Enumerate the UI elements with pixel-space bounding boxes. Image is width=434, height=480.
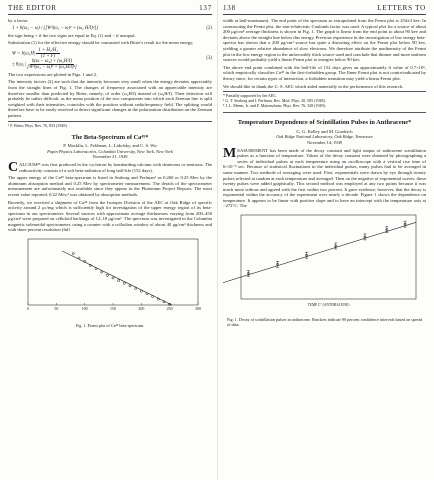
dropcap-m: M [223,145,237,161]
equation-4-denominator: [W²(ω₂ − ω)² + (ω₂H/I)²] [27,64,77,70]
ca45-continued-paragraph-1: width at half-maximum). The end point of the spectrum as extrapolated from the Fermi plot is 254±3 kev. In constructing the Fermi plot, the non-relativistic Coulomb factor was used. A typical plot for a source of about 200 μg/cm² average thickness is shown in Fig. 1. The graph is linear from the end point to about 90 kev and deviates above the straight line below this energy. Previous experience in the investigation of low energy beta-spectra has shown that a 200 μg/cm² source has quite a distorting effect on the Fermi plot below 90 kev, yielding a greater relative abundance of slow electrons. We therefore attribute the nonlinearity of the Fermi plot in the low energy region to the unfavorably thick source used and conclude that thinner and more uniform sources would probably yield a linear Fermi plot to energies below 90 kev. [223,18,427,63]
data-point [140,290,142,292]
article-date-ca45: November 21, 1949 [92,153,128,159]
ca45-paragraph-2: The upper energy of the Ca⁴⁵ beta-spectrum is listed in Seaborg and Perlman¹ as 0.260 or 0.25 Mev by the aluminum absorption method and 0.25 Mev by spectrometer measurement. The details of the spectrometer measurement are unfortunately not available since they appear in the Plutonium Project Reports. The most recent value reported, 0.22 Mev,² was obtained by absorption methods. [8,175,212,197]
equation-3-lhs: W = h|ω₁H| [12,51,36,57]
anthracene-paragraph-1-text: EASUREMENT has been made of the decay constant and light output of anthracene scintillation pulses as a function of temperature. Values of the decay constant were obtained by photographing a series of individual pulses at each temperature using an oscilloscope with a vertical rise time of 6×10⁻⁹ sec. Because of statistical fluctuations in the individual pulses, many pulses had to be averaged in some manner. Two methods of averaging were used. First, exponentials were drawn by eye through twenty pulses selected at random at each temperature and averaged. Then on the negative of exponential curves, these twenty pulses were added graphically. This second method was employed at any two points because it was much more tedious and agreed with the first within two percent. It gave evidence, however, that the decay is exponential within the accuracy of the experiment over nearly a decade. Figure 1 shows the dependence on temperature. It appears to be linear with positive slope and to have an intercept with the temperature axis at −272°C. The [223,147,426,209]
article-authors-anthracene: G. G. Kelley and M. Goodrich [296,128,353,134]
right-page [217,0,434,480]
right-header-title: LETTERS TO [377,4,426,12]
equation-3-numerator: 1 + H₀/H₁ [38,47,59,53]
data-point [101,271,103,273]
sign-paragraph: the sign being + if the two signs are equal in Eq. (1) and − if unequal. [8,32,136,38]
fermi-plot-caption: Fig. 1. Fermi plot of Ca⁴⁵ beta-spectrum. [75,323,145,329]
left-header-title: THE EDITOR [8,4,57,12]
equation-3-body [12,48,200,70]
article-separator [223,112,426,113]
x-tick-label: 300 [195,306,201,312]
data-point [135,287,137,289]
x-tick-label: 0 [27,306,29,312]
equation-2-body: 1 + h(ω₂ − ω) / {[W²(ω₂ − ω)² + (ω₂ H/I)²]} [12,25,99,31]
ca45-continued-paragraph-3: We should like to thank the U. S. AEC which aided materially in the performance of this research. [223,83,404,89]
right-footnote-2: ¹ G. T. Seaborg and I. Perlman, Rev. Mod. Phys. 20, 585 (1948). [223,98,326,104]
right-page-header [223,4,426,15]
left-footnote: ¹ F. Bitter, Phys. Rev. 76, 833 (1949). [8,121,212,128]
x-tick-label: 150 [110,306,116,312]
x-axis-label: TEMP C° (ANTHRACENE) [307,303,350,308]
right-footnote-1: * Partially supported by the AEC. [223,93,277,99]
x-tick-label: 200 [138,306,145,312]
right-footnote-3: ² J. L. Meem, Jr. and F. Maienschein, Phys. Rev. 76, 328 (1949). [223,103,326,109]
data-point [72,252,74,254]
equation-3 [12,48,212,70]
equation-3-fraction [36,48,60,59]
intro-text: by a factor [8,18,28,23]
anthracene-paragraph-1 [223,145,426,210]
ca45-continued-paragraph-2: The above end point combined with the half-life of 152 days gives an approximately ft value of 0.7×10⁶, which empirically classifies Ca⁴⁵ in the first-forbidden group. The Ilmer Fermi plot is not contra-indicated by theory since, for certain types of interaction, a forbidden transition may yield a linear Fermi plot. [223,64,426,81]
equation-3-denominator: (1 + F) [41,53,56,59]
article-authors-ca45: P. Macklin, L. Feldman, L. Lidofsky, and C. S. Wu [63,142,157,148]
fermi-plot-chart [8,235,208,317]
data-point [118,280,120,282]
equation-2-number: (2) [206,25,212,31]
data-point [129,285,131,287]
article-title-ca45: The Beta-Spectrum of Ca⁴⁵* [71,133,149,141]
left-page-header [8,4,212,15]
anthracene-caption: Fig. 1. Decay of scintillation pulses in anthracene. Brackets indicate 90 percent confidence intervals based on spread of data. [227,317,423,328]
main-paragraph: The intensity factors (2) are such that the intensity becomes very small when the energy deviates appreciably from the straight lines of Fig. 1. The changes of frequency associated with an appreciable intensity are therefore smaller than predicted by Bitter, namely, of order (ω₂H/I) instead of (ω₂H/I). Their detection will probably be rather difficult, as the mean position of the two components into which each Zeeman line is split weighted with their intensities, coincides with the position without radiofrequency field. The splitting would therefore have to be easily resolved to detect significant changes in the polarization distribution on the Zeeman pattern. [8,79,212,118]
x-tick-label: 50 [54,306,59,312]
two-expressions-paragraph: The two expressions are plotted in Figs. 1 and 2. [8,71,98,77]
left-page-number: 137 [199,4,212,12]
right-footnotes [223,91,426,108]
substitution-paragraph: Substitution (1) for the effective energy should be contrasted with Bitter's result for the mean energy, [8,40,194,46]
data-point [123,282,125,284]
plot-frame [28,239,198,305]
fit-line [223,222,416,293]
data-point [112,277,114,279]
right-page-number: 138 [223,4,236,12]
x-tick-label: 100 [81,306,88,312]
x-tick-label: 250 [166,306,173,312]
data-point [78,257,80,259]
article-affiliation-ca45: Pupin Physics Laboratories, Columbia University, New York, New York [47,148,173,154]
ca45-paragraph-1 [8,159,212,175]
equation-2 [12,26,212,31]
article-title-anthracene: Temperature Dependence of Scintillation Pulses in Anthracene* [237,119,412,127]
anthracene-decay-chart [223,211,423,311]
plot-frame [241,215,416,299]
ca45-paragraph-3: Recently, we received a shipment of Ca⁴⁵ from the Isotopes Division of the AEC at Oak Ridge of specific activity around 2 μc/mg which is sufficiently high for investigation of the upper energy region of its beta-spectrum in our spectrometer. Several sources with approximate average thicknesses varying from 200–450 μg/cm² were prepared on celluloid backings of 12–18 μg/cm². The spectrum was investigated in the Columbia magnetic solenoidal spectrometer, using a counter with a collodion window of about 40 μg/cm² thickness and with three percent resolution (full [8,199,212,233]
equation-4-pm: ± ħ|ω₁| [12,62,26,68]
equation-3-number: (3) [206,56,212,62]
article-affiliation-anthracene: Oak Ridge National Laboratory, Oak Ridge, Tennessee [276,134,373,140]
ca45-paragraph-1-text: ALCIUM⁴⁵ was first produced in the cyclotron by bombarding calcium with deuterons or neutrons. The radioactivity consists of a soft beta-radiation of long half-life (152 days). [19,161,212,173]
data-point [106,274,108,276]
equation-4-fraction [27,59,77,70]
dropcap-c: C [8,159,19,175]
equation-4-numerator: h(ω − ω₂) + (ω₂H/I) [31,58,72,64]
article-date-anthracene: November 14, 1949 [307,139,342,145]
